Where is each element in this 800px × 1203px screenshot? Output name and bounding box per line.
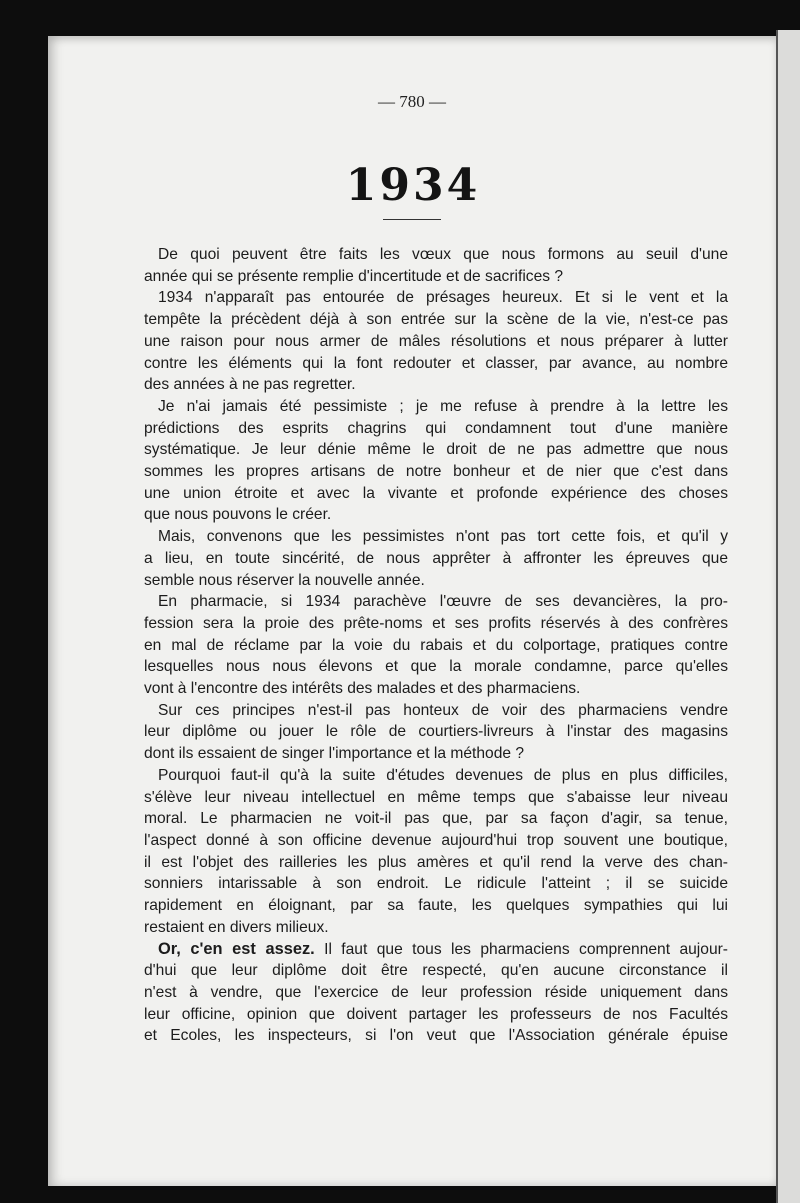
paragraph-line bbox=[144, 548, 728, 570]
line-text: systématique. Je leur dénie même le droit de ne pas admettre que nous bbox=[144, 441, 728, 459]
paragraph-line bbox=[144, 287, 728, 309]
paragraph-line bbox=[144, 526, 728, 548]
line-text: une union étroite et avec la vivante et profonde expérience des choses bbox=[144, 484, 728, 502]
line-text: rapidement en éloignant, par sa faute, les quelques sympathies qui lui bbox=[144, 897, 728, 915]
line-text: contre les éléments qui la font redouter et classer, par avance, au nombre bbox=[144, 354, 728, 372]
line-text: sommes les propres artisans de notre bonheur et de nier que c'est dans bbox=[144, 463, 728, 481]
line-text: Mais, convenons que les pessimistes n'ont pas tort cette fois, et qu'il y bbox=[158, 528, 728, 546]
paragraph-line bbox=[144, 678, 728, 700]
line-text: restaient en divers milieux. bbox=[144, 918, 329, 936]
line-text: En pharmacie, si 1934 parachève l'œuvre de ses devancières, la pro- bbox=[158, 593, 728, 611]
paragraph-line bbox=[144, 721, 728, 743]
paragraph-line bbox=[144, 808, 728, 830]
line-text: sonniers intarissable à son endroit. Le ridicule l'atteint ; il se suicide bbox=[144, 875, 728, 893]
paragraph-line bbox=[144, 570, 728, 592]
line-text: lesquelles nous nous élevons et que la morale condamne, parce qu'elles bbox=[144, 658, 728, 676]
line-text: dont ils essaient de singer l'importance et la méthode ? bbox=[144, 745, 525, 763]
paragraph-line bbox=[144, 439, 728, 461]
article-title: 1934 bbox=[345, 160, 481, 211]
paragraph-line bbox=[144, 743, 728, 765]
paragraph-line bbox=[144, 873, 728, 895]
paragraph-line bbox=[144, 917, 728, 939]
paragraph-line bbox=[144, 396, 728, 418]
paragraph-line bbox=[144, 374, 728, 396]
paragraph-line bbox=[144, 656, 728, 678]
paragraph-line bbox=[144, 1004, 728, 1026]
paragraph-line bbox=[144, 244, 728, 266]
paragraph-line bbox=[144, 960, 728, 982]
paragraph-line bbox=[144, 353, 728, 375]
title-divider bbox=[383, 219, 441, 220]
paragraph-line bbox=[144, 266, 728, 288]
paragraph-line bbox=[144, 787, 728, 809]
line-text: Il faut que tous les pharmaciens comprennent aujour- bbox=[314, 940, 728, 958]
document-page bbox=[48, 36, 776, 1186]
line-text: Sur ces principes n'est-il pas honteux de voir des pharmaciens vendre bbox=[158, 701, 728, 719]
line-text: des années à ne pas regretter. bbox=[144, 376, 356, 394]
paragraph-line bbox=[144, 852, 728, 874]
article-body bbox=[144, 244, 728, 1047]
paragraph-line bbox=[144, 1025, 728, 1047]
paragraph-line bbox=[144, 613, 728, 635]
line-text: vont à l'encontre des intérêts des malades et des pharmaciens. bbox=[144, 680, 581, 698]
line-text: que nous pouvons le créer. bbox=[144, 506, 332, 524]
line-text: il est l'objet des railleries les plus amères et qu'il rend la verve des chan- bbox=[144, 853, 728, 871]
line-text: d'hui que leur diplôme doit être respecté, qu'en aucune circonstance il bbox=[144, 962, 728, 980]
line-text: 1934 n'apparaît pas entourée de présages heureux. Et si le vent et la bbox=[158, 289, 728, 307]
line-text: leur diplôme ou jouer le rôle de courtiers-livreurs à l'instar des magasins bbox=[144, 723, 728, 741]
line-text: n'est à vendre, que l'exercice de leur profession réside uniquement dans bbox=[144, 983, 728, 1001]
line-text: fession sera la proie des prête-noms et ses profits réservés à des confrères bbox=[144, 614, 728, 632]
line-text: moral. Le pharmacien ne voit-il pas que, par sa façon d'agir, sa tenue, bbox=[144, 810, 728, 828]
paragraph-line bbox=[144, 982, 728, 1004]
line-text: a lieu, en toute sincérité, de nous apprêter à affronter les épreuves que bbox=[144, 549, 728, 567]
paragraph-line bbox=[144, 418, 728, 440]
line-text: l'aspect donné à son officine devenue aujourd'hui trop souvent une boutique, bbox=[144, 831, 728, 849]
paragraph-line bbox=[144, 309, 728, 331]
paragraph-line bbox=[144, 483, 728, 505]
adjacent-page-edge bbox=[776, 30, 800, 1203]
line-text: et Ecoles, les inspecteurs, si l'on veut que l'Association générale épuise bbox=[144, 1027, 728, 1045]
paragraph-line bbox=[144, 591, 728, 613]
line-text: année qui se présente remplie d'incertitude et de sacrifices ? bbox=[144, 267, 564, 285]
paragraph-line bbox=[144, 504, 728, 526]
line-text: en mal de réclame par la voie du rabais et du colportage, pratiques contre bbox=[144, 636, 728, 654]
bold-lead-phrase: Or, c'en est assez. bbox=[158, 939, 315, 958]
line-text: prédictions des esprits chagrins qui condamnent tout d'une manière bbox=[144, 419, 728, 437]
paragraph-line bbox=[144, 461, 728, 483]
line-text: tempête la précèdent déjà à son entrée sur la scène de la vie, n'est-ce pas bbox=[144, 311, 728, 329]
line-text: une raison pour nous armer de mâles résolutions et nous préparer à lutter bbox=[144, 332, 728, 350]
paragraph-line bbox=[144, 895, 728, 917]
paragraph-line bbox=[144, 830, 728, 852]
line-text: semble nous réserver la nouvelle année. bbox=[144, 571, 425, 589]
paragraph-line bbox=[144, 331, 728, 353]
line-text: leur officine, opinion que doivent partager les professeurs de nos Facultés bbox=[144, 1005, 728, 1023]
paragraph-line bbox=[144, 635, 728, 657]
line-text: s'élève leur niveau intellectuel en même temps que s'abaisse leur niveau bbox=[144, 788, 728, 806]
paragraph-line bbox=[144, 939, 728, 961]
line-text: Pourquoi faut-il qu'à la suite d'études devenues de plus en plus difficiles, bbox=[158, 766, 728, 784]
paragraph-line bbox=[144, 700, 728, 722]
paragraph-line bbox=[144, 765, 728, 787]
line-text: De quoi peuvent être faits les vœux que nous formons au seuil d'une bbox=[158, 246, 728, 263]
page-number: — 780 — bbox=[378, 92, 446, 111]
line-text: Je n'ai jamais été pessimiste ; je me refuse à prendre à la lettre les bbox=[158, 397, 728, 415]
